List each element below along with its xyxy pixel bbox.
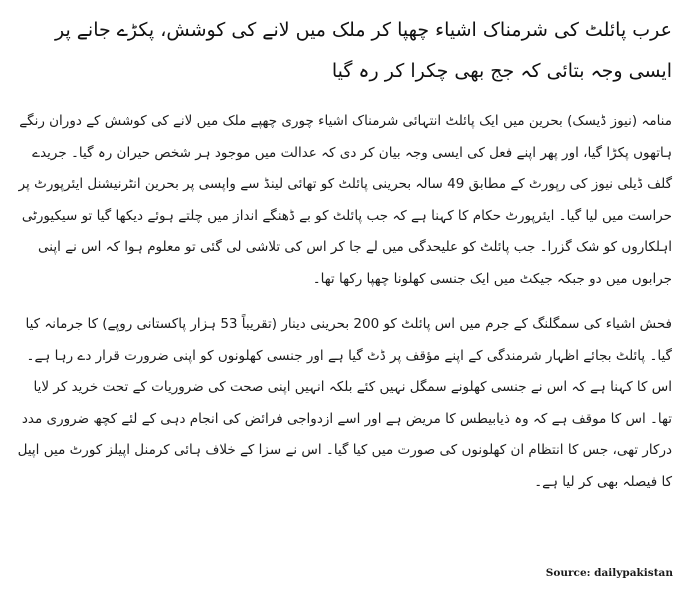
article-paragraph: منامہ (نیوز ڈیسک) بحرین میں ایک پائلٹ انتہائی شرمناک اشیاء چوری چھپے ملک میں لانے کی کوشش کے دوران رنگے ہاتھوں پکڑا گیا، اور پھر اپنے فعل کی ایسی وجہ بیان کر دی کہ عدالت میں موجود ہر شخص حیران رہ گیا۔ جریدے گلف ڈیلی نیوز کی رپورٹ کے مطابق 49 سالہ بحرینی پائلٹ کو تھائی لینڈ سے واپسی پر بحرین انٹرنیشنل ایئرپورٹ پر حراست میں لیا گیا۔ ایئرپورٹ حکام کا کہنا ہے کہ جب پائلٹ کو بے ڈھنگے انداز میں چلتے ہوئے دیکھا گیا تو سیکیورٹی اہلکاروں کو شک گزرا۔ جب پائلٹ کو علیحدگی میں لے جا کر اس کی تلاشی لی گئی تو معلوم ہوا کہ اس نے اپنی جرابوں میں دو جبکہ جیکٹ میں ایک جنسی کھلونا چھپا رکھا تھا۔ xyxy=(18,113,672,287)
article-headline: عرب پائلٹ کی شرمناک اشیاء چھپا کر ملک میں لانے کی کوشش، پکڑے جانے پر ایسی وجہ بتائی کہ جج بھی چکرا کر رہ گیا xyxy=(54,19,672,82)
news-article xyxy=(16,10,672,498)
article-paragraph: فحش اشیاء کی سمگلنگ کے جرم میں اس پائلٹ کو 200 بحرینی دینار (تقریباً 53 ہزار پاکستانی روپے) کا جرمانہ کیا گیا۔ پائلٹ بجائے اظہار شرمندگی کے اپنے مؤقف پر ڈٹ گیا ہے اور جنسی کھلونوں کو اپنی ضرورت قرار دے رہا ہے۔ اس کا کہنا ہے کہ اس نے جنسی کھلونے سمگل نہیں کئے بلکہ انہیں اپنی صحت کی ضروریات کے تحت خرید کر لایا تھا۔ اس کا موقف ہے کہ وہ ذیابیطس کا مریض ہے اور اسے ازدواجی فرائض کی انجام دہی کے لئے کچھ ضروری مدد درکار تھی، جس کا انتظام ان کھلونوں کی صورت میں کیا گیا۔ اس نے سزا کے خلاف ہائی کرمنل اپیلز کورٹ میں اپیل کا فیصلہ بھی کر لیا ہے۔ xyxy=(17,316,672,490)
source-credit: Source: dailypakistan xyxy=(545,567,673,579)
